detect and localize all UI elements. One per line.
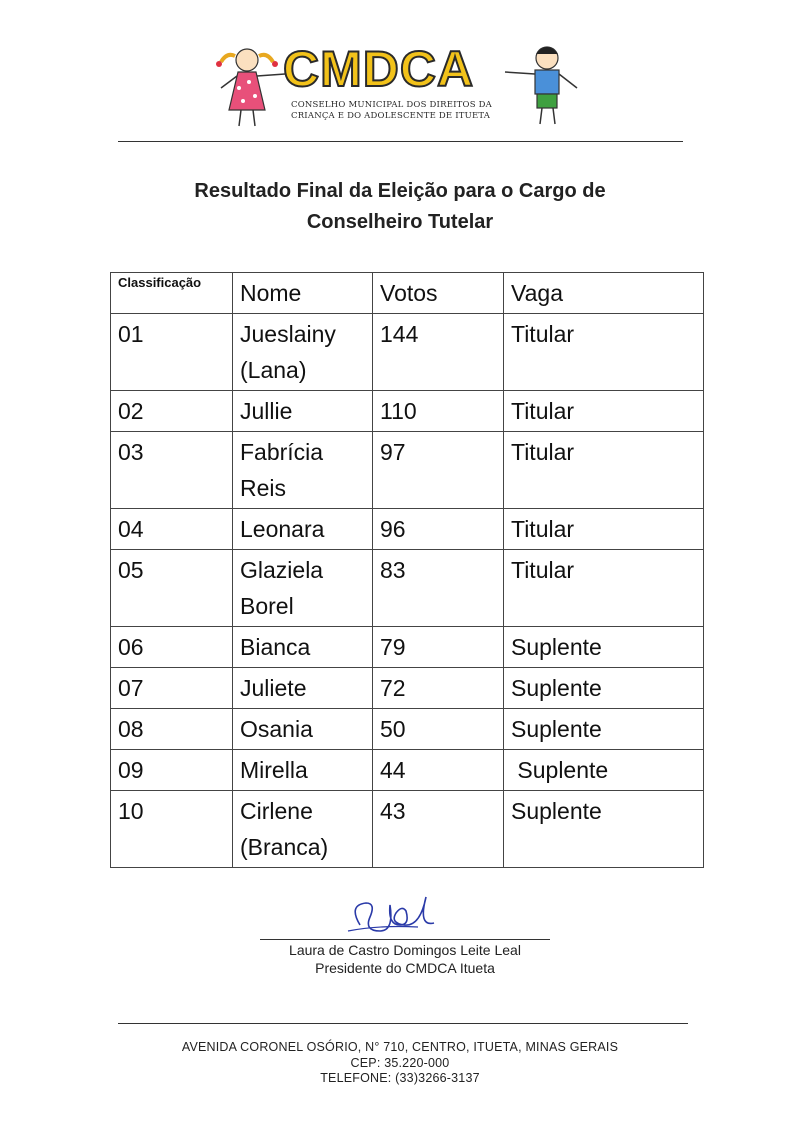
footer-address: AVENIDA CORONEL OSÓRIO, N° 710, CENTRO, ITUETA, MINAS GERAIS: [181, 1040, 619, 1054]
cell-classificacao: 05: [111, 550, 233, 627]
cell-classificacao: 07: [111, 668, 233, 709]
footer-address-block: [100, 1040, 700, 1087]
cell-vaga: Suplente: [504, 750, 704, 791]
cell-vaga: Titular: [504, 314, 704, 391]
cell-votos: 96: [373, 509, 504, 550]
cell-nome: [233, 668, 373, 709]
logo-subtitle-line1: CONSELHO MUNICIPAL DOS DIREITOS DA: [291, 100, 492, 110]
name-line1: Cirlene: [240, 798, 313, 824]
cell-nome: [233, 314, 373, 391]
cell-nome: [233, 709, 373, 750]
name-line2: Borel: [240, 593, 294, 619]
footer-divider: [118, 1023, 688, 1024]
table-row: [111, 668, 704, 709]
letterhead-logo: [205, 38, 595, 133]
cell-votos: 72: [373, 668, 504, 709]
girl-figure-icon: [216, 49, 285, 126]
table-row: [111, 391, 704, 432]
header-vaga: Vaga: [504, 273, 704, 314]
cell-vaga: Titular: [504, 509, 704, 550]
cell-vaga: Suplente: [504, 791, 704, 868]
cell-nome: [233, 391, 373, 432]
cell-votos: 50: [373, 709, 504, 750]
results-table: [110, 272, 704, 868]
name-line1: Juliete: [240, 675, 307, 701]
cell-classificacao: 01: [111, 314, 233, 391]
footer-cep: CEP: 35.220-000: [350, 1055, 450, 1070]
cell-classificacao: 09: [111, 750, 233, 791]
cell-vaga: Suplente: [504, 668, 704, 709]
signatory-name: Laura de Castro Domingos Leite Leal: [289, 942, 521, 958]
table-row: [111, 550, 704, 627]
cell-vaga: Titular: [504, 550, 704, 627]
cell-votos: 144: [373, 314, 504, 391]
signature-scribble: [340, 895, 450, 943]
cell-votos: 79: [373, 627, 504, 668]
name-line2: Reis: [240, 475, 287, 501]
signatory-role: Presidente do CMDCA Itueta: [315, 960, 495, 976]
header-divider: [118, 141, 683, 142]
cell-nome: [233, 750, 373, 791]
table-row: [111, 750, 704, 791]
cell-nome: [233, 791, 373, 868]
cell-votos: 110: [373, 391, 504, 432]
header-classificacao: Classificação: [111, 273, 233, 314]
name-line2: (Branca): [240, 834, 329, 860]
table-row: [111, 432, 704, 509]
cell-nome: [233, 432, 373, 509]
logo-subtitle: [291, 100, 531, 122]
cell-classificacao: 08: [111, 709, 233, 750]
title-line2: Conselheiro Tutelar: [306, 211, 494, 233]
name-line1: Mirella: [240, 757, 308, 783]
cell-votos: 83: [373, 550, 504, 627]
cell-classificacao: 03: [111, 432, 233, 509]
table-row: [111, 791, 704, 868]
table-header-row: [111, 273, 704, 314]
name-line1: Bianca: [240, 634, 311, 660]
table-row: [111, 627, 704, 668]
cell-vaga: Suplente: [504, 627, 704, 668]
footer-phone: TELEFONE: (33)3266-3137: [320, 1071, 480, 1085]
cell-classificacao: 06: [111, 627, 233, 668]
cell-vaga: Titular: [504, 391, 704, 432]
cell-votos: 44: [373, 750, 504, 791]
signature-line: [260, 939, 550, 940]
table-row: [111, 709, 704, 750]
title-line1: Resultado Final da Eleição para o Cargo de: [194, 180, 606, 202]
name-line1: Jullie: [240, 398, 293, 424]
document-title: [100, 176, 700, 238]
table-row: [111, 314, 704, 391]
name-line1: Glaziela: [240, 557, 324, 583]
cell-nome: [233, 550, 373, 627]
name-line1: Osania: [240, 716, 313, 742]
name-line1: Fabrícia: [240, 439, 324, 465]
table-row: [111, 509, 704, 550]
cell-votos: 43: [373, 791, 504, 868]
cell-classificacao: 04: [111, 509, 233, 550]
cell-vaga: Titular: [504, 432, 704, 509]
cell-vaga: Suplente: [504, 709, 704, 750]
logo-subtitle-line2: CRIANÇA E DO ADOLESCENTE DE ITUETA: [291, 111, 491, 121]
header-votos: Votos: [373, 273, 504, 314]
name-line1: Jueslainy: [240, 321, 336, 347]
cell-nome: [233, 627, 373, 668]
logo-wordmark: CMDCA: [283, 41, 475, 97]
cell-classificacao: 02: [111, 391, 233, 432]
header-nome: Nome: [233, 273, 373, 314]
cell-classificacao: 10: [111, 791, 233, 868]
name-line2: (Lana): [240, 357, 307, 383]
name-line1: Leonara: [240, 516, 325, 542]
cell-votos: 97: [373, 432, 504, 509]
cell-nome: [233, 509, 373, 550]
